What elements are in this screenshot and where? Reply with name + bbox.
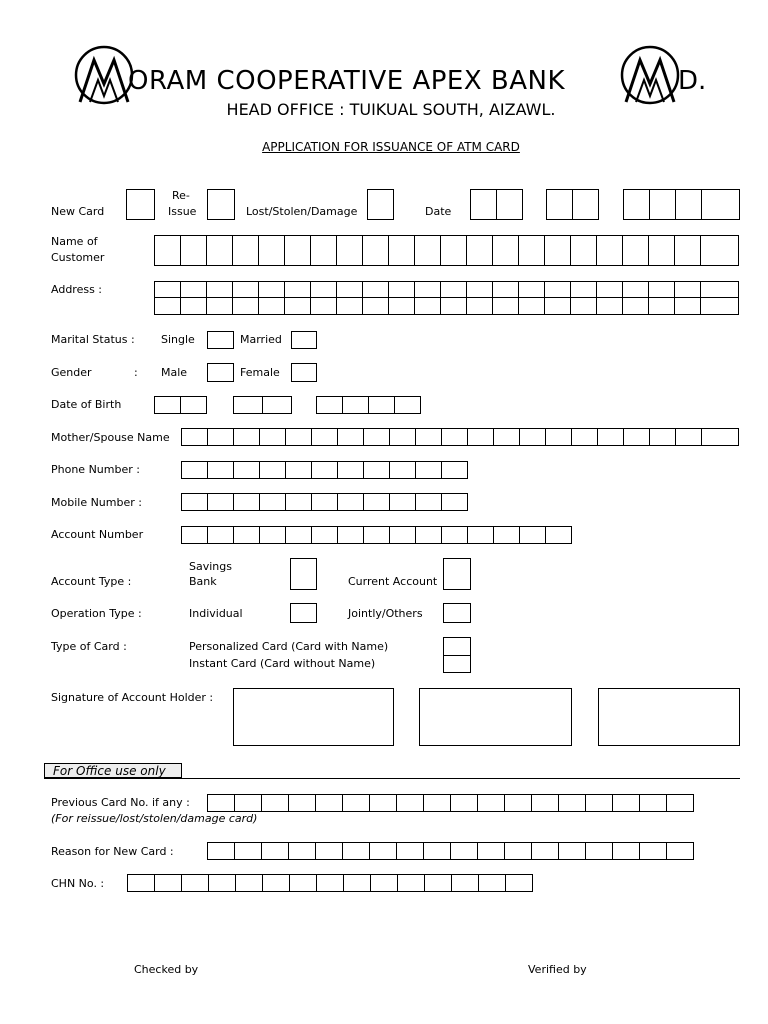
name-label-line2: Customer — [51, 251, 105, 264]
checked-by-label: Checked by — [134, 963, 199, 976]
current-account-checkbox[interactable] — [443, 558, 471, 590]
date-year-boxes[interactable] — [623, 189, 740, 220]
bank-logo-left-icon — [74, 44, 134, 106]
new-card-checkbox[interactable] — [126, 189, 155, 220]
operation-type-label: Operation Type : — [51, 607, 142, 620]
gender-colon: : — [134, 366, 138, 379]
date-label: Date — [425, 205, 452, 218]
single-checkbox[interactable] — [207, 331, 234, 349]
male-label: Male — [161, 366, 188, 379]
marital-status-label: Marital Status : — [51, 333, 135, 346]
dob-year-boxes[interactable] — [316, 396, 421, 414]
account-number-label: Account Number — [51, 528, 144, 541]
signature-box-3[interactable] — [598, 688, 740, 746]
office-use-tab: For Office use only — [44, 763, 182, 778]
address-boxes-line1[interactable] — [154, 281, 739, 298]
individual-checkbox[interactable] — [290, 603, 317, 623]
type-of-card-label: Type of Card : — [51, 640, 127, 653]
savings-checkbox[interactable] — [290, 558, 317, 590]
chn-label: CHN No. : — [51, 877, 105, 890]
lost-stolen-checkbox[interactable] — [367, 189, 394, 220]
married-checkbox[interactable] — [291, 331, 317, 349]
personalized-card-checkbox[interactable] — [443, 637, 471, 656]
bank-logo-right-icon — [620, 44, 680, 106]
form-title: APPLICATION FOR ISSUANCE OF ATM CARD — [262, 140, 520, 154]
office-divider — [44, 778, 740, 779]
address-boxes-line2[interactable] — [154, 297, 739, 315]
individual-label: Individual — [189, 607, 243, 620]
date-month-boxes[interactable] — [546, 189, 599, 220]
instant-card-label: Instant Card (Card without Name) — [189, 657, 376, 670]
signature-label: Signature of Account Holder : — [51, 691, 214, 704]
mother-spouse-boxes[interactable] — [181, 428, 739, 446]
verified-by-label: Verified by — [528, 963, 587, 976]
instant-card-checkbox[interactable] — [443, 655, 471, 673]
gender-label: Gender — [51, 366, 92, 379]
reissue-label-line1: Re- — [172, 189, 190, 202]
dob-label: Date of Birth — [51, 398, 122, 411]
reissue-checkbox[interactable] — [207, 189, 235, 220]
savings-label-line1: Savings — [189, 560, 232, 573]
account-type-label: Account Type : — [51, 575, 132, 588]
phone-label: Phone Number : — [51, 463, 140, 476]
new-card-label: New Card — [51, 205, 105, 218]
jointly-checkbox[interactable] — [443, 603, 471, 623]
jointly-label: Jointly/Others — [348, 607, 423, 620]
signature-box-1[interactable] — [233, 688, 394, 746]
dob-day-boxes[interactable] — [154, 396, 207, 414]
male-checkbox[interactable] — [207, 363, 234, 382]
previous-card-label: Previous Card No. if any : — [51, 796, 190, 809]
mobile-boxes[interactable] — [181, 493, 468, 511]
dob-month-boxes[interactable] — [233, 396, 292, 414]
date-day-boxes[interactable] — [470, 189, 523, 220]
account-number-boxes[interactable] — [181, 526, 572, 544]
previous-card-boxes[interactable] — [207, 794, 694, 812]
current-account-label: Current Account — [348, 575, 438, 588]
bank-name: ORAM COOPERATIVE APEX BANK — [128, 66, 566, 96]
female-label: Female — [240, 366, 280, 379]
signature-box-2[interactable] — [419, 688, 572, 746]
mobile-label: Mobile Number : — [51, 496, 142, 509]
female-checkbox[interactable] — [291, 363, 317, 382]
phone-boxes[interactable] — [181, 461, 468, 479]
savings-label-line2: Bank — [189, 575, 217, 588]
lost-stolen-label: Lost/Stolen/Damage — [246, 205, 358, 218]
address-label: Address : — [51, 283, 103, 296]
mother-spouse-label: Mother/Spouse Name — [51, 431, 170, 444]
head-office-address: HEAD OFFICE : TUIKUAL SOUTH, AIZAWL. — [226, 100, 556, 119]
reissue-label-line2: Issue — [168, 205, 197, 218]
married-label: Married — [240, 333, 282, 346]
single-label: Single — [161, 333, 195, 346]
previous-card-note: (For reissue/lost/stolen/damage card) — [51, 812, 258, 825]
reason-boxes[interactable] — [207, 842, 694, 860]
chn-boxes[interactable] — [127, 874, 533, 892]
name-label-line1: Name of — [51, 235, 98, 248]
bank-suffix: D. — [678, 66, 707, 96]
personalized-card-label: Personalized Card (Card with Name) — [189, 640, 389, 653]
reason-label: Reason for New Card : — [51, 845, 174, 858]
customer-name-boxes[interactable] — [154, 235, 739, 266]
